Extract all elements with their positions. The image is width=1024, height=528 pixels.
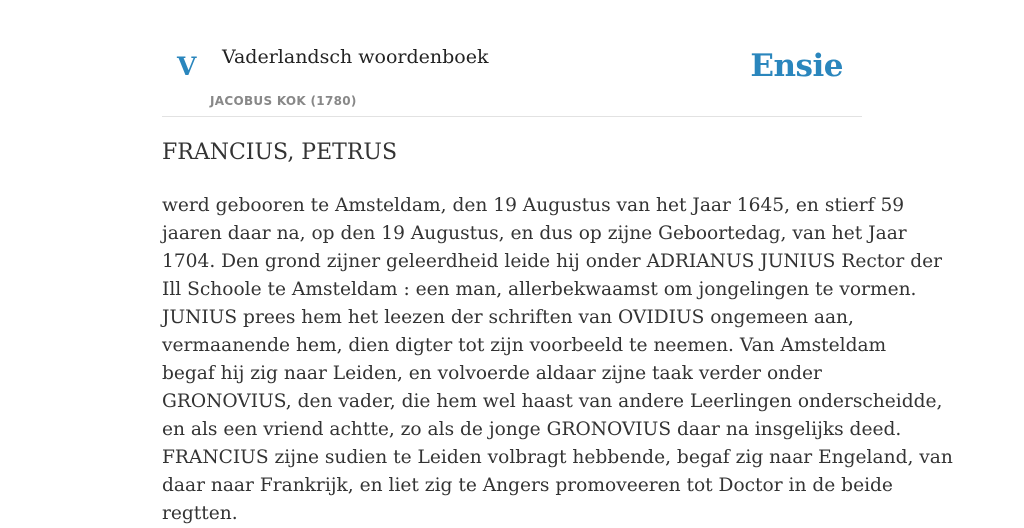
entry-body: [162, 192, 953, 528]
page-header: [162, 0, 862, 117]
entry-body-line: werd gebooren te Amsteldam, den 19 Augustus van het Jaar 1645, en stierf 59: [162, 195, 905, 216]
entry-body-line: vermaanende hem, dien digter tot zijn voorbeeld te neemen. Van Amsteldam: [162, 335, 887, 356]
entry-body-line: 1704. Den grond zijner geleerdheid leide hij onder ADRIANUS JUNIUS Rector der: [162, 251, 943, 272]
book-author: JACOBUS KOK (1780): [210, 94, 357, 108]
entry-body-line: regtten.: [162, 503, 238, 524]
entry-title: FRANCIUS, PETRUS: [162, 140, 398, 165]
book-title-link[interactable]: Vaderlandsch woordenboek: [222, 46, 489, 68]
entry-body-line: jaaren daar na, op den 19 Augustus, en dus op zijne Geboortedag, van het Jaar: [162, 223, 907, 244]
brand-logo[interactable]: Ensie: [750, 48, 843, 84]
entry-body-line: GRONOVIUS, den vader, die hem wel haast van andere Leerlingen onderscheidde,: [162, 391, 943, 412]
entry-body-line: JUNIUS prees hem het leezen der schriften van OVIDIUS ongemeen aan,: [162, 307, 854, 328]
entry-body-line: begaf hij zig naar Leiden, en volvoerde aldaar zijne taak verder onder: [162, 363, 822, 384]
book-letter-icon[interactable]: V: [177, 52, 197, 81]
entry-body-line: daar naar Frankrijk, en liet zig te Angers promoveeren tot Doctor in de beide: [162, 475, 893, 496]
entry-body-line: en als een vriend achtte, zo als de jonge GRONOVIUS daar na insgelijks deed.: [162, 419, 902, 440]
entry-body-line: Ill Schoole te Amsteldam : een man, allerbekwaamst om jongelingen te vormen.: [162, 279, 917, 300]
entry-body-line: FRANCIUS zijne sudien te Leiden volbragt hebbende, begaf zig naar Engeland, van: [162, 447, 953, 468]
